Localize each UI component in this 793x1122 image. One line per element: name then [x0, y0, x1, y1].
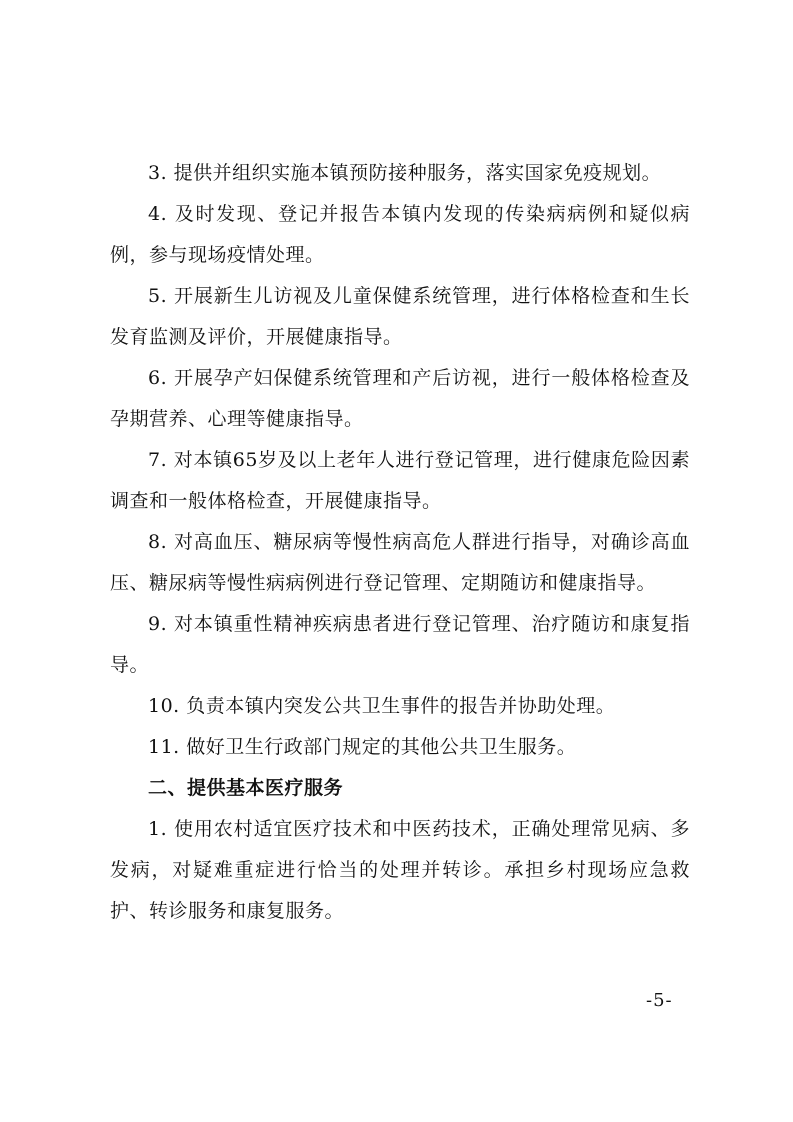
list-item-1: 1. 使用农村适宜医疗技术和中医药技术，正确处理常见病、多发病，对疑难重症进行恰当的处理并转诊。承担乡村现场应急救护、转诊服务和康复服务。	[110, 818, 690, 922]
list-item-8: 8. 对高血压、糖尿病等慢性病高危人群进行指导，对确诊高血压、糖尿病等慢性病病例进行登记管理、定期随访和健康指导。	[110, 531, 690, 594]
list-item-6: 6. 开展孕产妇保健系统管理和产后访视，进行一般体格检查及孕期营养、心理等健康指导。	[110, 367, 690, 430]
list-item-3: 3. 提供并组织实施本镇预防接种服务，落实国家免疫规划。	[148, 162, 662, 184]
list-item-5: 5. 开展新生儿访视及儿童保健系统管理，进行体格检查和生长发育监测及评价，开展健康指导。	[110, 285, 690, 348]
list-item-4: 4. 及时发现、登记并报告本镇内发现的传染病病例和疑似病例，参与现场疫情处理。	[110, 203, 690, 266]
list-item-11: 11. 做好卫生行政部门规定的其他公共卫生服务。	[148, 736, 577, 758]
list-item-10: 10. 负责本镇内突发公共卫生事件的报告并协助处理。	[148, 695, 616, 717]
section-heading: 二、提供基本医疗服务	[148, 777, 344, 799]
page-number: -5-	[646, 990, 673, 1011]
document-body	[110, 153, 690, 932]
list-item-7: 7. 对本镇65岁及以上老年人进行登记管理，进行健康危险因素调查和一般体格检查，开展健康指导。	[110, 449, 690, 512]
list-item-9: 9. 对本镇重性精神疾病患者进行登记管理、治疗随访和康复指导。	[110, 613, 690, 676]
